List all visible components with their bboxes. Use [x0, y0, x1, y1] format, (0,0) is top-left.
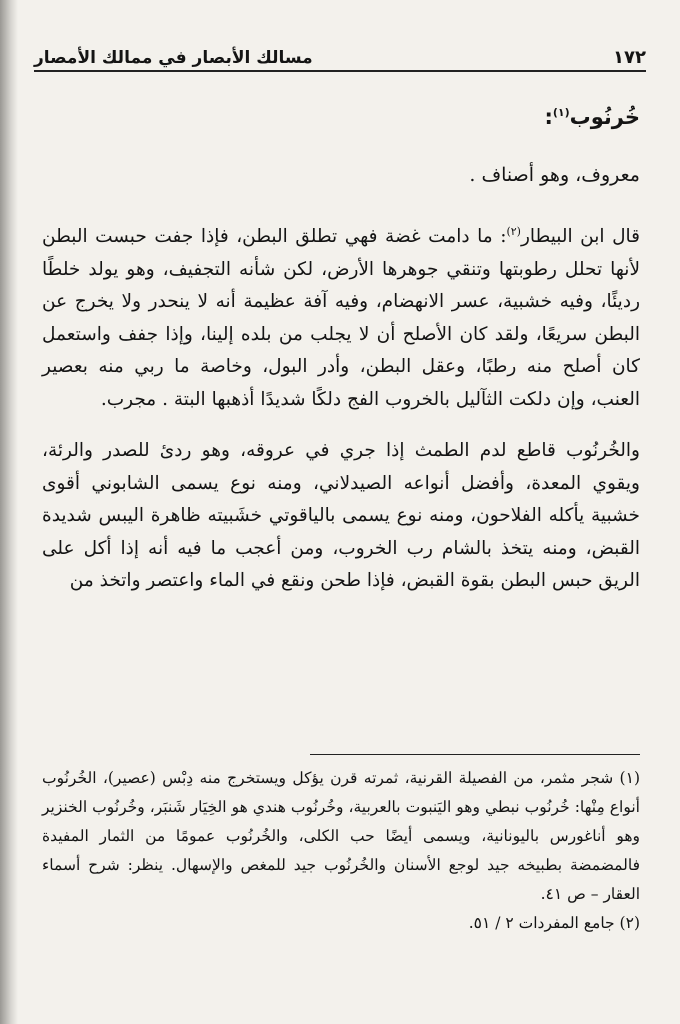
footnote-separator — [310, 754, 640, 755]
book-title: مسالك الأبصار في ممالك الأمصار — [34, 48, 313, 68]
paragraph-prefix: قال ابن البيطار — [520, 226, 640, 248]
running-head — [34, 38, 646, 68]
paragraph — [42, 216, 640, 416]
footnotes — [42, 764, 640, 938]
header-rule — [34, 70, 646, 72]
entry-lead: معروف، وهو أصناف . — [469, 164, 640, 186]
paragraph-text: : ما دامت غضة فهي تطلق البطن، فإذا جفت حبست البطن لأنها تحلل رطوبتها وتنقي جوهرها الأرض، لكن شأنه التجفيف، وهو يولد خلطًا رديئًا، وفيه خشبية، عسر الانهضام، وفيه آفة عظيمة أنه لا ينحدر ولا يخرج عن البطن سريعًا، ولقد كان الأصلح أن لا يجلب من بلده إلينا، وإذا جفف واستعمل كان أصلح منه رطبًا، وعقل البطن، وأدر البول، وخاصة ما ربي منه بعصير العنب، وإن دلكت الثآليل بالخروب الفج دلكًا شديدًا أذهبها البتة . مجرب. — [42, 226, 640, 410]
footnote-ref-2: (٢) — [506, 225, 521, 238]
book-page — [28, 0, 652, 1024]
paragraph-text: والخُرنُوب قاطع لدم الطمث إذا جري في عروقه، وهو ردئ للصدر والرئة، ويقوي المعدة، وأفضل أنواعه الصيدلاني، ومنه نوع يسمى الشابوني أقوى خشبية يأكله الفلاحون، ومنه نوع يسمى بالياقوتي خشَبيته ظاهرة اليبس شديدة القبض، ومنه يتخذ بالشام رب الخروب، ومن أعجب ما فيه أنه إذا أكل على الريق حبس البطن بقوة القبض، فإذا طحن ونقع في الماء واعتصر واتخذ من — [42, 440, 640, 592]
entry-title-word: خُرنُوب — [569, 105, 640, 129]
main-text — [42, 98, 640, 612]
footnote-item: (١) شجر مثمر، من الفصيلة القرنية، ثمرته قرن يؤكل ويستخرج منه دِبْس (عصير)، الخُرنُوب أنواع مِنْها: خُرنُوب نبطي وهو اليَنبوت بالعربية، وخُرنُوب هندي هو الخِيَار شَنبَر، وخُرنُوب الخنزير وهو أناغورس باليونانية، ويسمى أيضًا حب الكلى، والخُرنُوب عمومًا من الثمار المفيدة فالمضمضة بطبيخه جيد لوجع الأسنان والخُرنُوب جيد للمغص والإسهال. ينظر: شرح أسماء العقار – ص ٤١. — [42, 769, 640, 903]
footnote-ref-1: (١) — [552, 106, 570, 119]
footnote-item: (٢) جامع المفردات ٢ / ٥١. — [468, 914, 640, 932]
page-number: ١٧٢ — [613, 47, 646, 68]
book-gutter-shadow — [0, 0, 18, 1024]
paragraph — [42, 430, 640, 598]
entry-title — [42, 98, 640, 132]
title-colon: : — [544, 105, 553, 129]
